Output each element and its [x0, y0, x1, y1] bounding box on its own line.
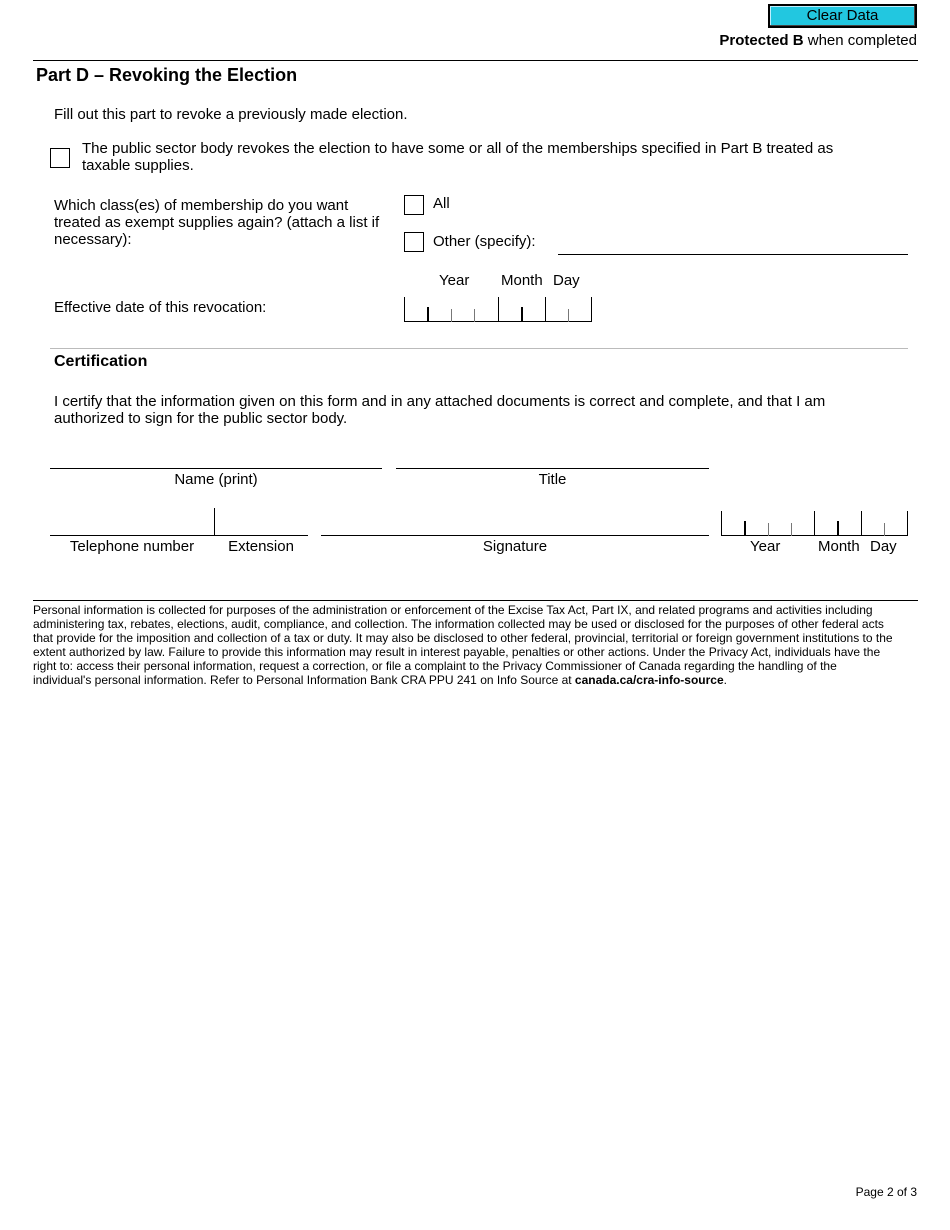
cert-month-label: Month	[818, 538, 860, 555]
certification-divider	[50, 348, 908, 349]
privacy-notice	[33, 603, 893, 687]
part-d-title: Part D – Revoking the Election	[36, 65, 298, 85]
signature-label: Signature	[482, 538, 548, 555]
revoke-election-checkbox[interactable]	[50, 148, 70, 168]
protected-b-notice	[719, 32, 917, 49]
protected-b-suffix: when completed	[803, 32, 917, 49]
title-field[interactable]	[396, 468, 709, 469]
all-option-label: All	[433, 195, 450, 212]
effective-month-header: Month	[501, 272, 543, 289]
privacy-text: Personal information is collected for purposes of the administration or enforcement of the Excise Tax Act, Part IX, and related programs and activities including administering tax, rebates, elections, audit, compliance, and collection. The information collected may be used or disclosed for the purposes of other federal acts that provide for the imposition and collection of a tax or duty. It may also be disclosed to other federal, provincial, territorial or foreign government institutions to the extent authorized by law. Failure to provide this information may result in interest payable, penalties or other actions. Under the Privacy Act, individuals have the right to: access their personal information, request a correction, or file a complaint to the Privacy Commissioner of Canada regarding the handling of the individual's personal information. Refer to Personal Information Bank CRA PPU 241 on Info Source at	[33, 603, 893, 687]
signature-field[interactable]	[321, 535, 709, 536]
privacy-end: .	[723, 673, 727, 687]
extension-label: Extension	[228, 538, 294, 555]
name-label: Name (print)	[174, 471, 258, 488]
all-checkbox[interactable]	[404, 195, 424, 215]
top-divider	[33, 60, 918, 61]
name-field[interactable]	[50, 468, 382, 469]
effective-day-header: Day	[553, 272, 580, 289]
telephone-label: Telephone number	[69, 538, 195, 555]
effective-date-label: Effective date of this revocation:	[54, 299, 267, 316]
other-option-label: Other (specify):	[433, 233, 536, 250]
revoke-statement: The public sector body revokes the election to have some or all of the memberships specified in Part B treated as taxable supplies.	[82, 140, 834, 174]
telephone-field[interactable]	[50, 535, 308, 536]
privacy-divider	[33, 600, 918, 601]
certification-statement: I certify that the information given on this form and in any attached documents is correct and complete, and that I am authorized to sign for the public sector body.	[54, 393, 826, 427]
page-number: Page 2 of 3	[855, 1185, 917, 1199]
certification-title: Certification	[54, 353, 148, 370]
effective-date-input[interactable]	[404, 297, 592, 322]
extension-divider	[214, 508, 215, 535]
certification-date-input[interactable]	[721, 511, 908, 536]
title-label: Title	[538, 471, 567, 488]
part-d-intro: Fill out this part to revoke a previously made election.	[54, 106, 408, 123]
cert-day-label: Day	[870, 538, 897, 555]
effective-year-header: Year	[439, 272, 470, 289]
other-specify-field[interactable]	[558, 254, 908, 255]
protected-b-label: Protected B	[719, 32, 804, 49]
other-checkbox[interactable]	[404, 232, 424, 252]
class-question: Which class(es) of membership do you want treated as exempt supplies again? (attach a list if necessary):	[54, 197, 380, 248]
cert-year-label: Year	[750, 538, 781, 555]
clear-data-button[interactable]: Clear Data	[768, 4, 917, 28]
privacy-link[interactable]: canada.ca/cra-info-source	[574, 673, 724, 687]
